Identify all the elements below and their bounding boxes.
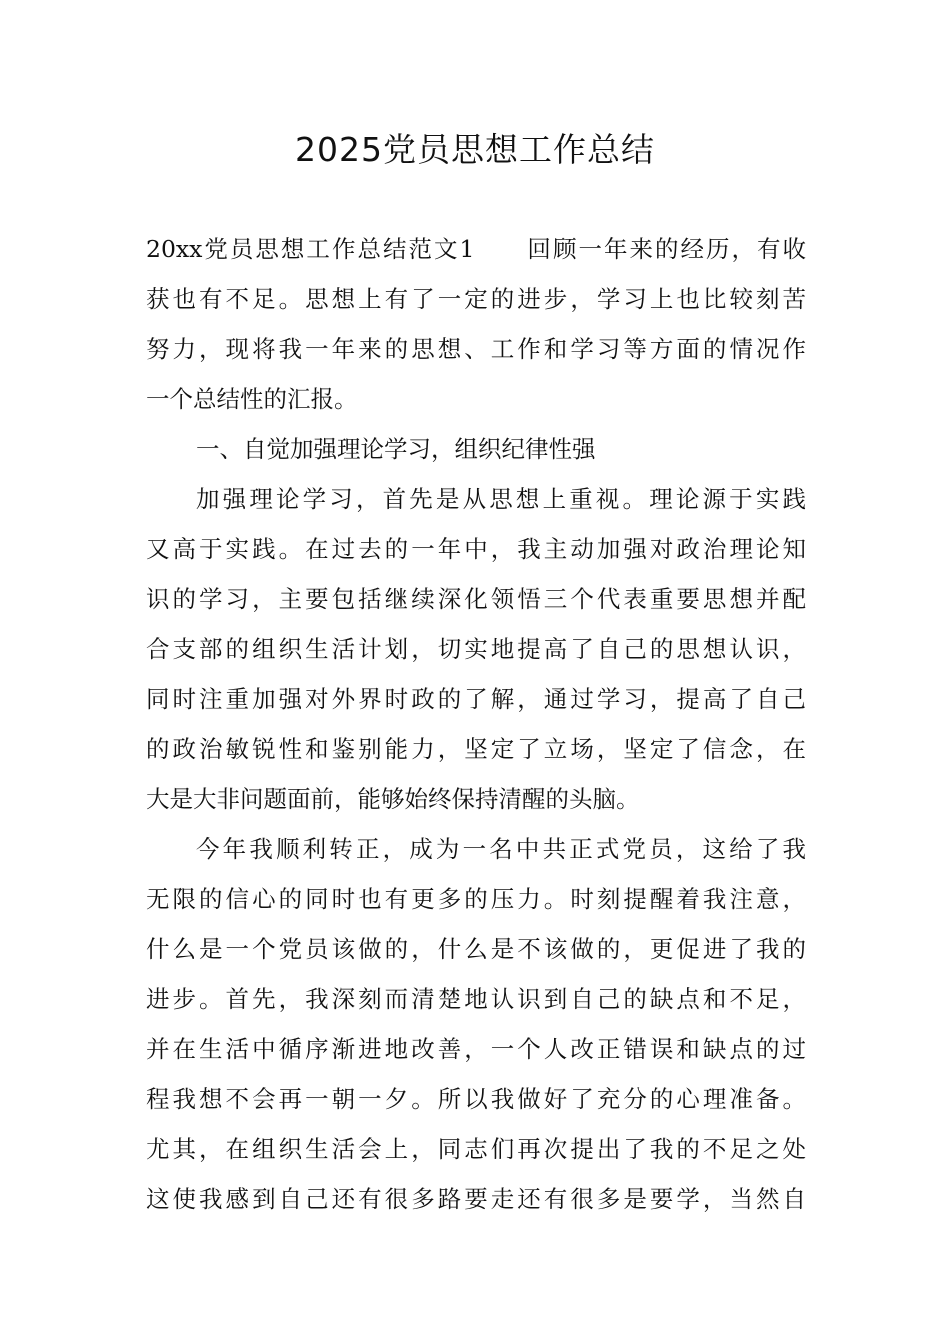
- document-title: 2025党员思想工作总结: [295, 130, 655, 169]
- body-line: 识的学习，主要包括继续深化领悟三个代表重要思想并配: [146, 585, 806, 613]
- body-line: 合支部的组织生活计划，切实地提高了自己的思想认识，: [146, 635, 806, 663]
- body-line: 并在生活中循序渐进地改善，一个人改正错误和缺点的过: [146, 1035, 806, 1063]
- section-heading: 一、自觉加强理论学习，组织纪律性强: [196, 435, 596, 463]
- body-line: 程我想不会再一朝一夕。所以我做好了充分的心理准备。: [146, 1085, 806, 1113]
- body-line: 这使我感到自己还有很多路要走还有很多是要学，当然自: [146, 1185, 806, 1213]
- body-line: 一个总结性的汇报。: [146, 385, 358, 413]
- body-line: 尤其，在组织生活会上，同志们再次提出了我的不足之处: [146, 1135, 806, 1163]
- body-line: 大是大非问题面前，能够始终保持清醒的头脑。: [146, 785, 640, 813]
- body-line: 获也有不足。思想上有了一定的进步，学习上也比较刻苦: [146, 285, 806, 313]
- body-line: 20xx党员思想工作总结范文1 回顾一年来的经历，有收: [146, 235, 806, 263]
- body-line: 的政治敏锐性和鉴别能力，坚定了立场，坚定了信念，在: [146, 735, 806, 763]
- body-line: 进步。首先，我深刻而清楚地认识到自己的缺点和不足，: [146, 985, 806, 1013]
- body-line: 又高于实践。在过去的一年中，我主动加强对政治理论知: [146, 535, 806, 563]
- body-line: 什么是一个党员该做的，什么是不该做的，更促进了我的: [146, 935, 806, 963]
- body-line: 同时注重加强对外界时政的了解，通过学习，提高了自己: [146, 685, 806, 713]
- body-line: 加强理论学习，首先是从思想上重视。理论源于实践: [196, 485, 806, 513]
- body-line: 努力，现将我一年来的思想、工作和学习等方面的情况作: [146, 335, 806, 363]
- body-line: 今年我顺利转正，成为一名中共正式党员，这给了我: [196, 835, 806, 863]
- body-line: 无限的信心的同时也有更多的压力。时刻提醒着我注意，: [146, 885, 806, 913]
